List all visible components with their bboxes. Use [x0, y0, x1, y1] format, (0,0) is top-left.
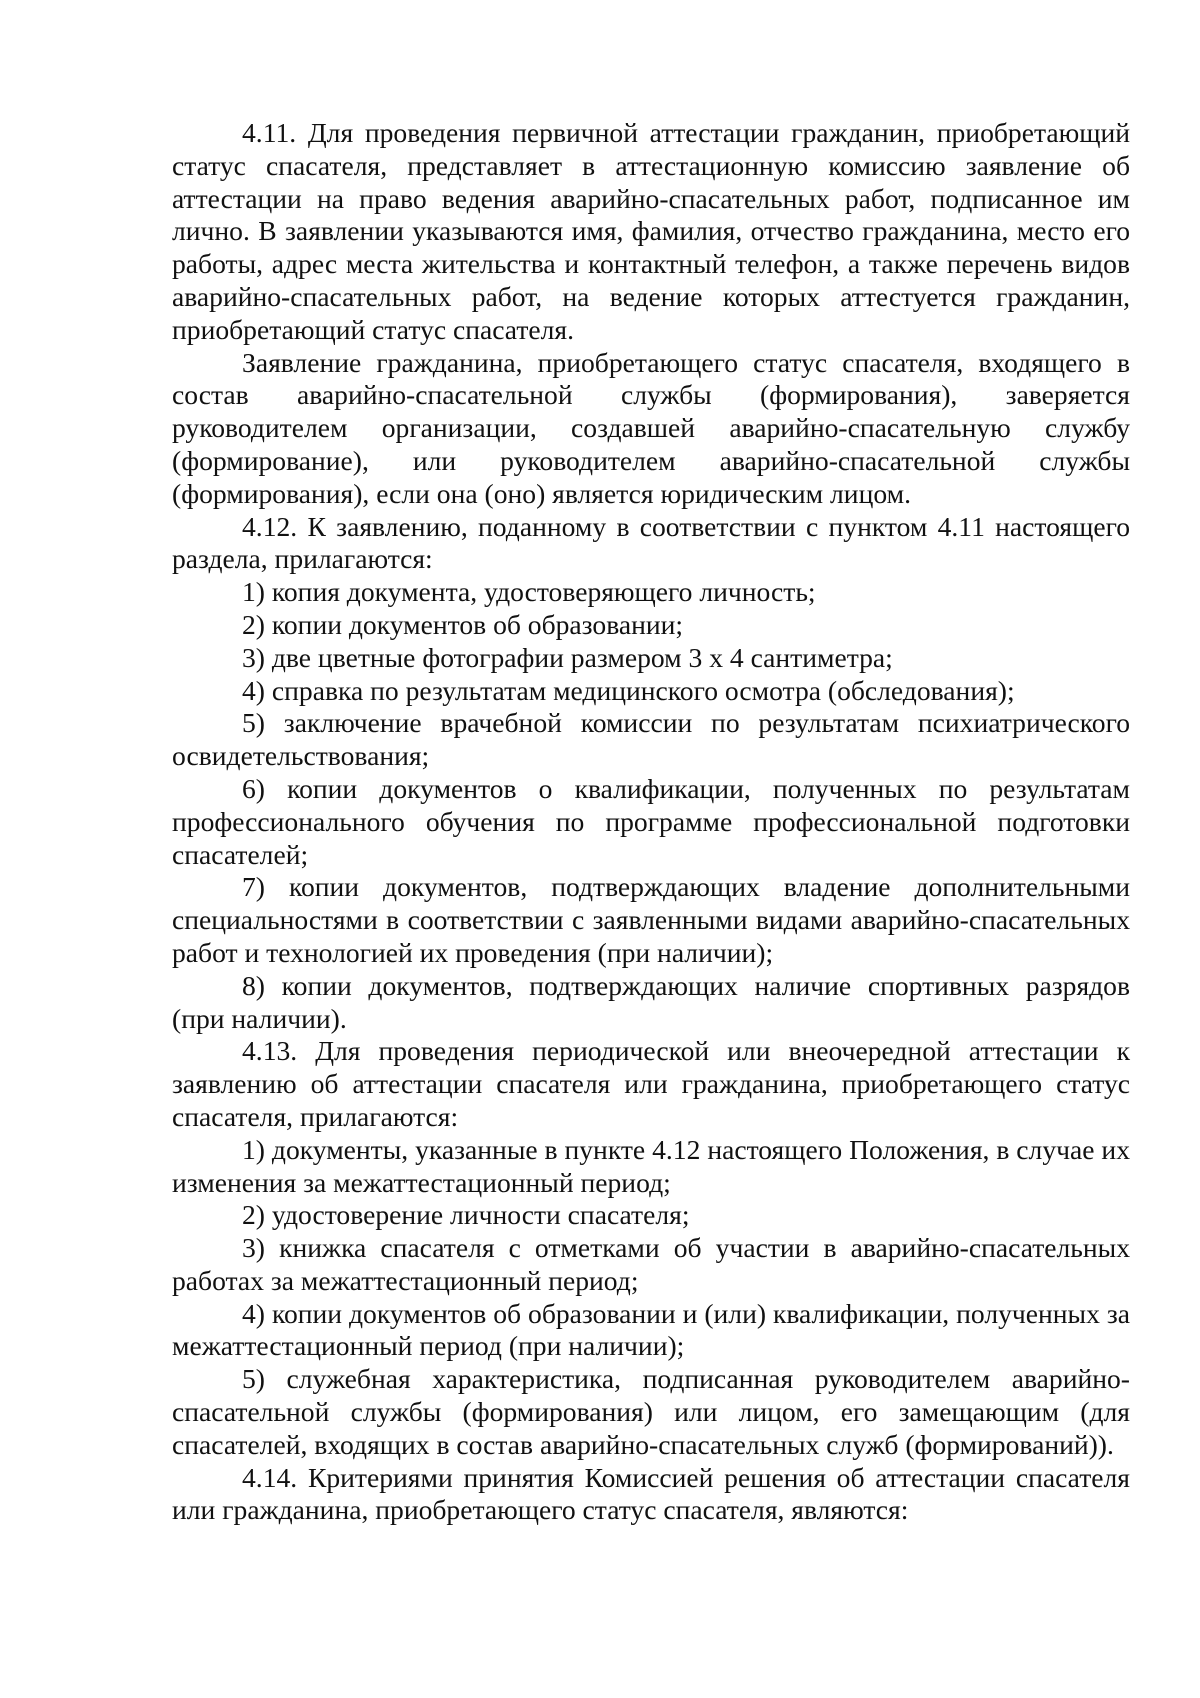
document-body — [172, 117, 1130, 1527]
list-item-4-12-1: 1) копия документа, удостоверяющего личность; — [242, 576, 816, 608]
paragraph-4-11: 4.11. Для проведения первичной аттестации гражданин, приобретающий статус спасателя, представляет в аттестационную комиссию заявление об аттестации на право ведения аварийно-спасательных работ, подписанное им лично. В заявлении указываются имя, фамилия, отчество гражданина, место его работы, адрес места жительства и контактный телефон, а также перечень видов аварийно-спасательных работ, на ведение которых аттестуется гражданин, приобретающий статус спасателя. — [172, 117, 1130, 345]
list-item-4-12-4: 4) справка по результатам медицинского осмотра (обследования); — [242, 674, 1015, 706]
paragraph-4-14: 4.14. Критериями принятия Комиссией решения об аттестации спасателя или гражданина, приобретающего статус спасателя, являются: — [172, 1461, 1130, 1526]
list-item-4-12-6: 6) копии документов о квалификации, полученных по результатам профессионального обучения по программе профессиональной подготовки спасателей; — [172, 772, 1130, 870]
list-item-4-13-4: 4) копии документов об образовании и (или) квалификации, полученных за межаттестационный период (при наличии); — [172, 1297, 1130, 1362]
list-item-4-12-2: 2) копии документов об образовании; — [242, 608, 684, 640]
paragraph-4-12: 4.12. К заявлению, поданному в соответствии с пунктом 4.11 настоящего раздела, прилагаются: — [172, 510, 1130, 575]
list-item-4-12-8: 8) копии документов, подтверждающих наличие спортивных разрядов (при наличии). — [172, 969, 1130, 1034]
list-item-4-13-2: 2) удостоверение личности спасателя; — [242, 1199, 690, 1231]
list-item-4-13-1: 1) документы, указанные в пункте 4.12 настоящего Положения, в случае их изменения за межаттестационный период; — [172, 1133, 1130, 1198]
list-item-4-12-7: 7) копии документов, подтверждающих владение дополнительными специальностями в соответствии с заявленными видами аварийно-спасательных работ и технологией их проведения (при наличии); — [172, 871, 1130, 968]
list-item-4-13-3: 3) книжка спасателя с отметками об участии в аварийно-спасательных работах за межаттестационный период; — [172, 1232, 1130, 1296]
paragraph-4-13: 4.13. Для проведения периодической или внеочередной аттестации к заявлению об аттестации спасателя или гражданина, приобретающего статус спасателя, прилагаются: — [172, 1035, 1130, 1132]
list-item-4-13-5: 5) служебная характеристика, подписанная руководителем аварийно-спасательной службы (формирования) или лицом, его замещающим (для спасателей, входящих в состав аварийно-спасательных служб (формирований)). — [172, 1363, 1130, 1460]
list-item-4-12-5: 5) заключение врачебной комиссии по результатам психиатрического освидетельствования; — [172, 707, 1130, 772]
list-item-4-12-3: 3) две цветные фотографии размером 3 х 4 сантиметра; — [242, 641, 893, 673]
paragraph-application-certification: Заявление гражданина, приобретающего статус спасателя, входящего в состав аварийно-спасательной службы (формирования), заверяется руководителем организации, создавшей аварийно-спасательную службу (формирование), или руководителем аварийно-спасательной службы (формирования), если она (оно) является юридическим лицом. — [172, 346, 1130, 509]
